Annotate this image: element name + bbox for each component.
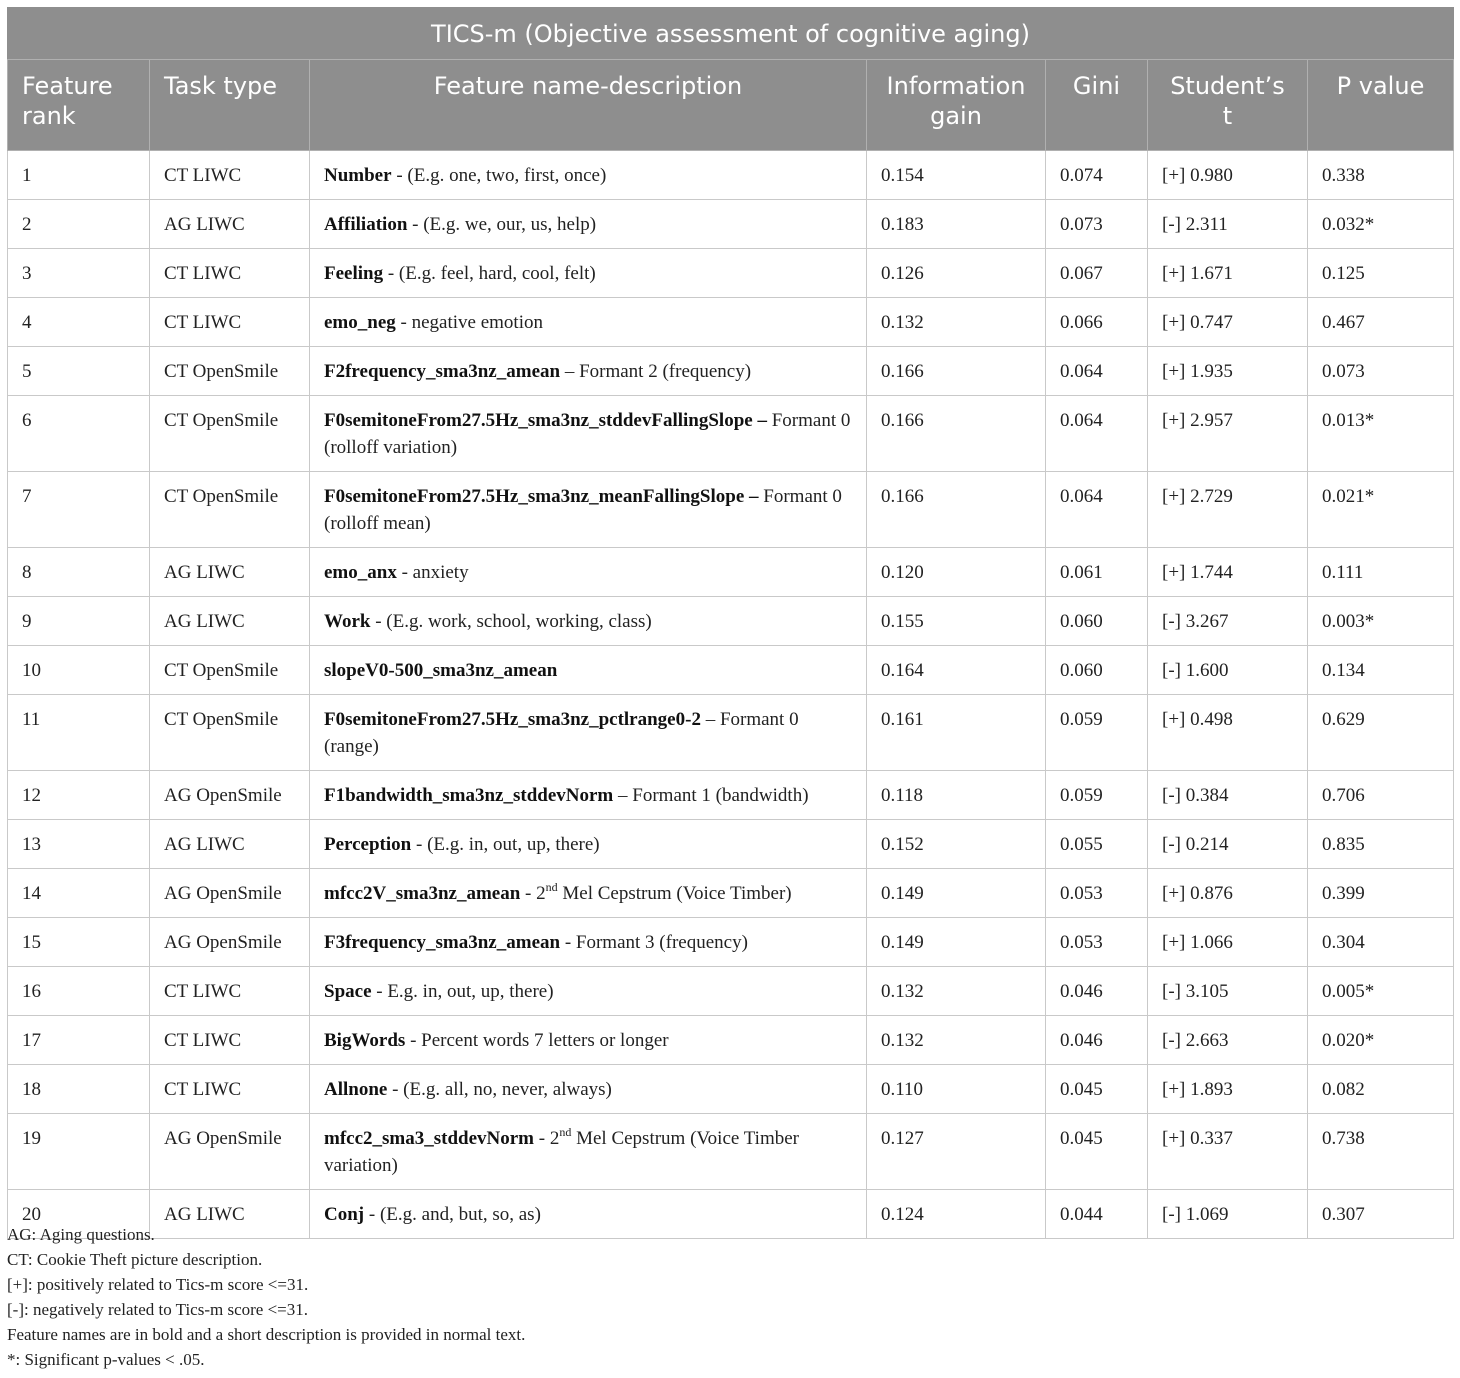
feature-name: F0semitoneFrom27.5Hz_sma3nz_pctlrange0-2 bbox=[324, 709, 701, 730]
cell-task-type: CT LIWC bbox=[150, 1065, 310, 1114]
cell-gini: 0.060 bbox=[1046, 646, 1148, 695]
feature-name: Affiliation bbox=[324, 214, 408, 235]
table-row bbox=[8, 967, 1454, 1016]
cell-p-value: 0.020* bbox=[1308, 1016, 1454, 1065]
feature-description-superscript: nd bbox=[545, 879, 558, 894]
feature-name: emo_anx bbox=[324, 562, 397, 583]
table-row bbox=[8, 151, 1454, 200]
cell-task-type: AG OpenSmile bbox=[150, 918, 310, 967]
cell-information-gain: 0.149 bbox=[867, 869, 1046, 918]
cell-information-gain: 0.152 bbox=[867, 820, 1046, 869]
feature-description-superscript: nd bbox=[559, 1124, 572, 1139]
footnote: CT: Cookie Theft picture description. bbox=[7, 1250, 263, 1269]
table-title: TICS-m (Objective assessment of cognitive aging) bbox=[8, 8, 1454, 60]
table-row bbox=[8, 347, 1454, 396]
footnote: [-]: negatively related to Tics-m score <=31. bbox=[7, 1300, 309, 1319]
cell-task-type: CT OpenSmile bbox=[150, 347, 310, 396]
cell-p-value: 0.021* bbox=[1308, 472, 1454, 548]
cell-rank: 16 bbox=[8, 967, 150, 1016]
cell-students-t: [+] 1.066 bbox=[1148, 918, 1308, 967]
cell-p-value: 0.005* bbox=[1308, 967, 1454, 1016]
cell-rank: 13 bbox=[8, 820, 150, 869]
cell-information-gain: 0.149 bbox=[867, 918, 1046, 967]
cell-students-t: [+] 0.337 bbox=[1148, 1114, 1308, 1190]
cell-p-value: 0.835 bbox=[1308, 820, 1454, 869]
feature-description: - 2 bbox=[520, 883, 546, 904]
cell-task-type: CT OpenSmile bbox=[150, 646, 310, 695]
cell-rank: 10 bbox=[8, 646, 150, 695]
cell-information-gain: 0.155 bbox=[867, 597, 1046, 646]
feature-description: - (E.g. one, two, first, once) bbox=[391, 165, 607, 186]
cell-feature bbox=[310, 1114, 867, 1190]
cell-task-type: AG LIWC bbox=[150, 548, 310, 597]
cell-rank: 19 bbox=[8, 1114, 150, 1190]
feature-name: mfcc2_sma3_stddevNorm bbox=[324, 1128, 535, 1149]
cell-p-value: 0.629 bbox=[1308, 695, 1454, 771]
feature-name: Perception bbox=[324, 834, 412, 855]
cell-gini: 0.061 bbox=[1046, 548, 1148, 597]
cell-students-t: [+] 2.957 bbox=[1148, 396, 1308, 472]
table-row bbox=[8, 1114, 1454, 1190]
table-row bbox=[8, 869, 1454, 918]
cell-students-t: [-] 1.600 bbox=[1148, 646, 1308, 695]
cell-rank: 1 bbox=[8, 151, 150, 200]
cell-rank: 12 bbox=[8, 771, 150, 820]
feature-name: F2frequency_sma3nz_amean bbox=[324, 361, 561, 382]
cell-students-t: [+] 1.893 bbox=[1148, 1065, 1308, 1114]
cell-students-t: [-] 3.267 bbox=[1148, 597, 1308, 646]
cell-students-t: [-] 3.105 bbox=[1148, 967, 1308, 1016]
table-row bbox=[8, 396, 1454, 472]
table-row bbox=[8, 298, 1454, 347]
feature-name: slopeV0-500_sma3nz_amean bbox=[324, 660, 558, 681]
header-students-t: Student’s t bbox=[1148, 60, 1308, 151]
footnote: *: Significant p-values < .05. bbox=[7, 1350, 205, 1369]
header-p-value: P value bbox=[1308, 60, 1454, 151]
cell-gini: 0.046 bbox=[1046, 1016, 1148, 1065]
cell-feature bbox=[310, 472, 867, 548]
feature-description: – Formant 1 (bandwidth) bbox=[613, 785, 809, 806]
cell-feature bbox=[310, 695, 867, 771]
cell-students-t: [+] 0.980 bbox=[1148, 151, 1308, 200]
cell-feature bbox=[310, 771, 867, 820]
cell-p-value: 0.013* bbox=[1308, 396, 1454, 472]
feature-name: Allnone bbox=[324, 1079, 388, 1100]
cell-p-value: 0.073 bbox=[1308, 347, 1454, 396]
table-row bbox=[8, 646, 1454, 695]
cell-task-type: CT LIWC bbox=[150, 298, 310, 347]
cell-feature bbox=[310, 347, 867, 396]
cell-rank: 3 bbox=[8, 249, 150, 298]
cell-feature bbox=[310, 646, 867, 695]
cell-students-t: [+] 0.498 bbox=[1148, 695, 1308, 771]
table-row bbox=[8, 1065, 1454, 1114]
cell-gini: 0.067 bbox=[1046, 249, 1148, 298]
cell-feature bbox=[310, 298, 867, 347]
cell-rank: 17 bbox=[8, 1016, 150, 1065]
feature-description: – Formant 2 (frequency) bbox=[560, 361, 752, 382]
cell-feature bbox=[310, 918, 867, 967]
cell-task-type: CT LIWC bbox=[150, 967, 310, 1016]
cell-task-type: AG OpenSmile bbox=[150, 869, 310, 918]
feature-description-continued: Mel Cepstrum (Voice Timber) bbox=[557, 883, 792, 904]
cell-p-value: 0.706 bbox=[1308, 771, 1454, 820]
cell-information-gain: 0.118 bbox=[867, 771, 1046, 820]
cell-task-type: AG OpenSmile bbox=[150, 1114, 310, 1190]
cell-information-gain: 0.166 bbox=[867, 396, 1046, 472]
cell-students-t: [+] 1.935 bbox=[1148, 347, 1308, 396]
table-row bbox=[8, 200, 1454, 249]
cell-gini: 0.064 bbox=[1046, 396, 1148, 472]
cell-information-gain: 0.166 bbox=[867, 347, 1046, 396]
header-information-gain: Information gain bbox=[867, 60, 1046, 151]
cell-information-gain: 0.154 bbox=[867, 151, 1046, 200]
cell-feature bbox=[310, 396, 867, 472]
table-row bbox=[8, 820, 1454, 869]
cell-gini: 0.073 bbox=[1046, 200, 1148, 249]
cell-information-gain: 0.161 bbox=[867, 695, 1046, 771]
feature-description: - (E.g. we, our, us, help) bbox=[407, 214, 597, 235]
feature-name: Number bbox=[324, 165, 392, 186]
feature-name: mfcc2V_sma3nz_amean bbox=[324, 883, 521, 904]
cell-students-t: [+] 0.876 bbox=[1148, 869, 1308, 918]
cell-rank: 4 bbox=[8, 298, 150, 347]
cell-rank: 18 bbox=[8, 1065, 150, 1114]
feature-description: - Formant 3 (frequency) bbox=[560, 932, 748, 953]
cell-rank: 9 bbox=[8, 597, 150, 646]
cell-information-gain: 0.110 bbox=[867, 1065, 1046, 1114]
feature-description: - anxiety bbox=[396, 562, 469, 583]
table-row bbox=[8, 249, 1454, 298]
feature-name: F0semitoneFrom27.5Hz_sma3nz_meanFallingSlope – bbox=[324, 486, 759, 507]
cell-students-t: [-] 2.311 bbox=[1148, 200, 1308, 249]
cell-feature bbox=[310, 820, 867, 869]
feature-description: - 2 bbox=[534, 1128, 560, 1149]
cell-rank: 6 bbox=[8, 396, 150, 472]
cell-gini: 0.045 bbox=[1046, 1065, 1148, 1114]
feature-description: - negative emotion bbox=[395, 312, 543, 333]
cell-p-value: 0.738 bbox=[1308, 1114, 1454, 1190]
cell-task-type: CT LIWC bbox=[150, 151, 310, 200]
cell-students-t: [-] 1.069 bbox=[1148, 1190, 1308, 1239]
cell-students-t: [+] 0.747 bbox=[1148, 298, 1308, 347]
cell-task-type: AG LIWC bbox=[150, 200, 310, 249]
feature-description: - (E.g. all, no, never, always) bbox=[387, 1079, 612, 1100]
feature-description: - (E.g. feel, hard, cool, felt) bbox=[383, 263, 596, 284]
cell-rank: 8 bbox=[8, 548, 150, 597]
table-row bbox=[8, 1016, 1454, 1065]
cell-students-t: [-] 0.384 bbox=[1148, 771, 1308, 820]
header-gini: Gini bbox=[1046, 60, 1148, 151]
feature-description: - Percent words 7 letters or longer bbox=[405, 1030, 669, 1051]
table-row bbox=[8, 695, 1454, 771]
cell-feature bbox=[310, 597, 867, 646]
cell-task-type: CT LIWC bbox=[150, 1016, 310, 1065]
feature-description: - E.g. in, out, up, there) bbox=[371, 981, 554, 1002]
cell-task-type: CT OpenSmile bbox=[150, 695, 310, 771]
cell-information-gain: 0.124 bbox=[867, 1190, 1046, 1239]
header-row bbox=[8, 60, 1454, 151]
cell-feature bbox=[310, 151, 867, 200]
cell-students-t: [+] 2.729 bbox=[1148, 472, 1308, 548]
cell-p-value: 0.338 bbox=[1308, 151, 1454, 200]
cell-gini: 0.066 bbox=[1046, 298, 1148, 347]
cell-task-type: AG LIWC bbox=[150, 1190, 310, 1239]
cell-p-value: 0.125 bbox=[1308, 249, 1454, 298]
cell-information-gain: 0.183 bbox=[867, 200, 1046, 249]
cell-p-value: 0.134 bbox=[1308, 646, 1454, 695]
cell-gini: 0.059 bbox=[1046, 695, 1148, 771]
cell-gini: 0.055 bbox=[1046, 820, 1148, 869]
cell-task-type: CT LIWC bbox=[150, 249, 310, 298]
feature-description: Formant 0 (rolloff variation) bbox=[324, 410, 851, 458]
cell-feature bbox=[310, 249, 867, 298]
cell-rank: 20 bbox=[8, 1190, 150, 1239]
feature-description-continued: Mel Cepstrum (Voice Timber variation) bbox=[324, 1128, 799, 1176]
cell-p-value: 0.467 bbox=[1308, 298, 1454, 347]
cell-gini: 0.064 bbox=[1046, 472, 1148, 548]
table-body bbox=[8, 151, 1454, 1239]
cell-rank: 7 bbox=[8, 472, 150, 548]
feature-description: - (E.g. and, but, so, as) bbox=[364, 1204, 541, 1225]
feature-name: emo_neg bbox=[324, 312, 396, 333]
header-rank: Feature rank bbox=[8, 60, 150, 151]
cell-information-gain: 0.132 bbox=[867, 298, 1046, 347]
cell-gini: 0.074 bbox=[1046, 151, 1148, 200]
cell-p-value: 0.307 bbox=[1308, 1190, 1454, 1239]
footnote: [+]: positively related to Tics-m score <=31. bbox=[7, 1275, 309, 1294]
header-feature: Feature name-description bbox=[310, 60, 867, 151]
cell-students-t: [+] 1.744 bbox=[1148, 548, 1308, 597]
cell-information-gain: 0.127 bbox=[867, 1114, 1046, 1190]
feature-name: F3frequency_sma3nz_amean bbox=[324, 932, 561, 953]
cell-information-gain: 0.166 bbox=[867, 472, 1046, 548]
cell-students-t: [+] 1.671 bbox=[1148, 249, 1308, 298]
cell-rank: 11 bbox=[8, 695, 150, 771]
cell-feature bbox=[310, 1065, 867, 1114]
cell-gini: 0.053 bbox=[1046, 869, 1148, 918]
feature-name: F0semitoneFrom27.5Hz_sma3nz_stddevFallingSlope – bbox=[324, 410, 767, 431]
feature-name: F1bandwidth_sma3nz_stddevNorm bbox=[324, 785, 614, 806]
table-row bbox=[8, 597, 1454, 646]
feature-name: Work bbox=[324, 611, 371, 632]
table-row bbox=[8, 472, 1454, 548]
feature-name: Feeling bbox=[324, 263, 384, 284]
cell-information-gain: 0.164 bbox=[867, 646, 1046, 695]
cell-feature bbox=[310, 200, 867, 249]
cell-information-gain: 0.126 bbox=[867, 249, 1046, 298]
feature-description: - (E.g. work, school, working, class) bbox=[370, 611, 652, 632]
feature-description: – Formant 0 (range) bbox=[324, 709, 799, 757]
features-table bbox=[7, 7, 1454, 1239]
feature-name: Conj bbox=[324, 1204, 365, 1225]
cell-rank: 14 bbox=[8, 869, 150, 918]
cell-feature bbox=[310, 869, 867, 918]
cell-p-value: 0.082 bbox=[1308, 1065, 1454, 1114]
cell-gini: 0.064 bbox=[1046, 347, 1148, 396]
cell-rank: 5 bbox=[8, 347, 150, 396]
cell-feature bbox=[310, 548, 867, 597]
cell-task-type: CT OpenSmile bbox=[150, 396, 310, 472]
cell-gini: 0.059 bbox=[1046, 771, 1148, 820]
cell-gini: 0.044 bbox=[1046, 1190, 1148, 1239]
cell-information-gain: 0.132 bbox=[867, 1016, 1046, 1065]
table-footnotes bbox=[7, 1222, 525, 1372]
cell-p-value: 0.399 bbox=[1308, 869, 1454, 918]
footnote: AG: Aging questions. bbox=[7, 1225, 155, 1244]
cell-task-type: CT OpenSmile bbox=[150, 472, 310, 548]
cell-gini: 0.060 bbox=[1046, 597, 1148, 646]
cell-feature bbox=[310, 967, 867, 1016]
cell-task-type: AG OpenSmile bbox=[150, 771, 310, 820]
table-row bbox=[8, 548, 1454, 597]
feature-description: Formant 0 (rolloff mean) bbox=[324, 486, 842, 534]
feature-description: - (E.g. in, out, up, there) bbox=[411, 834, 600, 855]
cell-p-value: 0.032* bbox=[1308, 200, 1454, 249]
cell-feature bbox=[310, 1016, 867, 1065]
cell-rank: 2 bbox=[8, 200, 150, 249]
table-row bbox=[8, 771, 1454, 820]
footnote: Feature names are in bold and a short description is provided in normal text. bbox=[7, 1325, 526, 1344]
header-task: Task type bbox=[150, 60, 310, 151]
table-row bbox=[8, 918, 1454, 967]
cell-gini: 0.046 bbox=[1046, 967, 1148, 1016]
cell-p-value: 0.111 bbox=[1308, 548, 1454, 597]
cell-p-value: 0.304 bbox=[1308, 918, 1454, 967]
feature-name: BigWords bbox=[324, 1030, 406, 1051]
cell-p-value: 0.003* bbox=[1308, 597, 1454, 646]
title-row bbox=[8, 8, 1454, 60]
table-container bbox=[7, 7, 1453, 1239]
feature-name: Space bbox=[324, 981, 372, 1002]
cell-rank: 15 bbox=[8, 918, 150, 967]
cell-students-t: [-] 0.214 bbox=[1148, 820, 1308, 869]
cell-task-type: AG LIWC bbox=[150, 820, 310, 869]
cell-information-gain: 0.132 bbox=[867, 967, 1046, 1016]
cell-students-t: [-] 2.663 bbox=[1148, 1016, 1308, 1065]
cell-information-gain: 0.120 bbox=[867, 548, 1046, 597]
cell-task-type: AG LIWC bbox=[150, 597, 310, 646]
cell-gini: 0.053 bbox=[1046, 918, 1148, 967]
cell-gini: 0.045 bbox=[1046, 1114, 1148, 1190]
